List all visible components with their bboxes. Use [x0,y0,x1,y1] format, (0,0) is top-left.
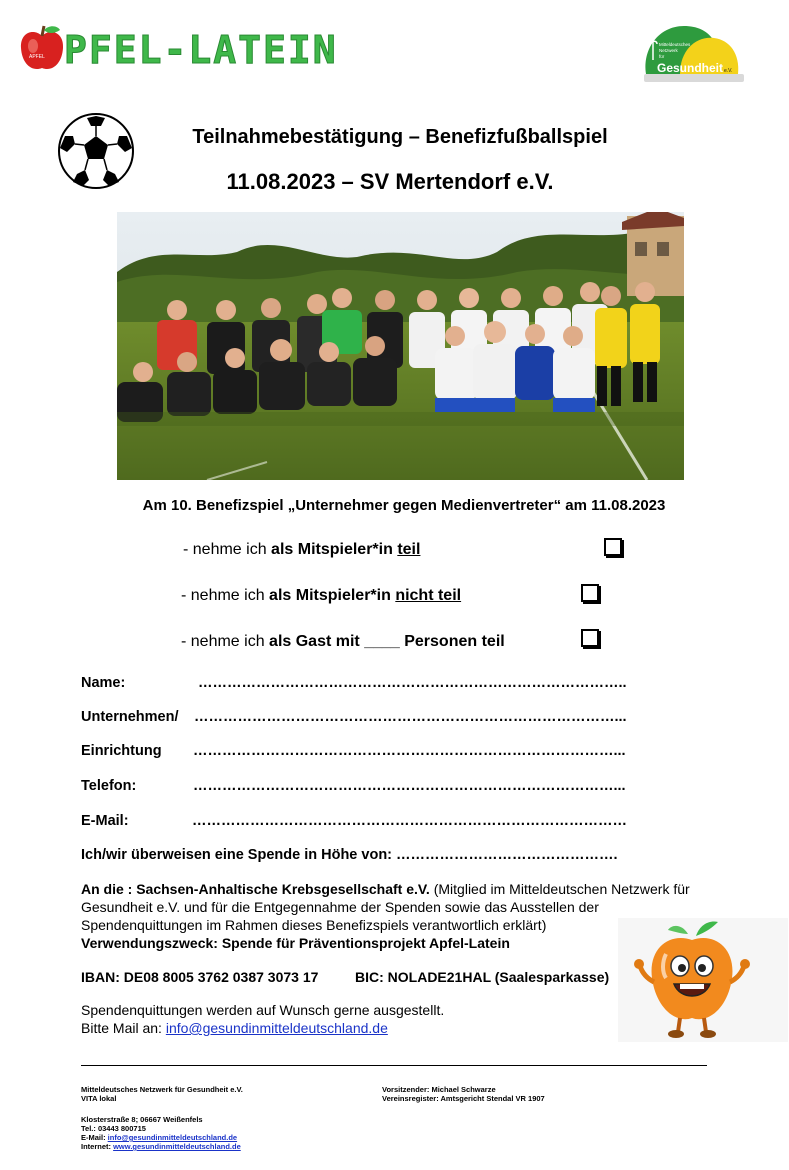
checkbox-not-participate-player[interactable] [581,584,599,602]
option-2-prefix: - nehme ich [181,587,270,604]
donation-label [81,847,618,863]
iban-text: IBAN: DE08 8005 3762 0387 3073 17 [81,969,319,985]
phone-label: Telefon: [81,778,137,794]
logo-line-3: für [659,54,665,59]
recipient-line-3: Spendenquittungen im Rahmen dieses Benefizspiels verantwortlich erklärt) [81,917,547,933]
receipt-line-2-prefix: Bitte Mail an: [81,1020,166,1036]
email-label: E-Mail: [81,813,129,829]
name-input-line[interactable]: …………………………………………………………………………….. [198,675,627,691]
netzwerk-logo-graphic [640,20,748,84]
footer-email-row [81,1133,241,1142]
footer-contact [81,1115,241,1151]
receipt-line-1: Spendenquittungen werden auf Wunsch gerne ausgestellt. [81,1002,445,1018]
page-subtitle: 11.08.2023 – SV Mertendorf e.V. [226,169,554,194]
footer-org [81,1085,243,1103]
institution-input-line[interactable]: ……………………………………………………………………………... [193,743,626,759]
netzwerk-gesundheit-logo [640,20,748,84]
name-label: Name: [81,675,126,691]
footer-register-text: Vereinsregister: Amtsgericht Stendal VR 1907 [382,1094,545,1103]
company-label: Unternehmen/ [81,709,179,725]
logo-ev: e.V. [724,68,733,74]
bic-text: BIC: NOLADE21HAL (Saalesparkasse) [355,969,610,985]
logo-wordmark: PFEL-LATEIN [64,28,338,72]
footer-divider [81,1065,707,1066]
footer-email-label: E-Mail: [81,1133,108,1142]
apfel-latein-logo [12,14,362,78]
footer-web-link[interactable]: www.gesundinmitteldeutschland.de [113,1142,241,1151]
logo-line-1: Mitteldeutsches [659,42,691,47]
svg-text:APFEL: APFEL [29,54,45,60]
checkbox-participate-player[interactable] [604,538,622,556]
option-3-prefix: - nehme ich [181,633,270,650]
recipient-rest: (Mitglied im Mitteldeutschen Netzwerk für [429,881,690,897]
footer-email-link[interactable]: info@gesundinmitteldeutschland.de [107,1133,238,1142]
intro-text: Am 10. Benefizspiel „Unternehmer gegen Medienvertreter“ am 11.08.2023 [142,497,666,514]
option-3-bold: als Gast mit ____ Personen teil [269,633,505,650]
recipient-name: An die : Sachsen-Anhaltische Krebsgesellschaft e.V. [81,881,430,897]
receipt-email-link[interactable]: info@gesundinmitteldeutschland.de [165,1020,388,1036]
checkbox-participate-guest[interactable] [581,629,599,647]
page-title: Teilnahmebestätigung – Benefizfußballspiel [192,126,608,148]
option-1-bold: als Mitspieler*in [271,541,398,558]
option-1-prefix: - nehme ich [183,541,272,558]
option-1-underlined: teil [397,541,421,558]
team-photo [117,212,684,480]
institution-label: Einrichtung [81,743,162,759]
footer-address: Klosterstraße 8; 06667 Weißenfels [81,1115,203,1124]
donation-label-text: Ich/wir überweisen eine Spende in Höhe von: [81,847,393,863]
donation-amount-line[interactable]: ………………………………………. [396,847,618,863]
footer-org-sub: VITA lokal [81,1094,117,1103]
option-not-participate-player [181,587,461,605]
footer-register [382,1085,545,1103]
option-participate-player [183,541,420,559]
option-participate-guest [181,633,505,651]
footer-web-label: Internet: [81,1142,114,1151]
recipient-line-2: Gesundheit e.V. und für die Entgegennahme der Spenden sowie das Ausstellen der [81,899,599,915]
logo-line-4: Gesundheit [657,61,724,75]
purpose-text: Verwendungszweck: Spende für Präventionsprojekt Apfel-Latein [81,935,510,951]
phone-input-line[interactable]: ……………………………………………………………………………... [193,778,626,794]
option-2-underlined: nicht teil [395,587,462,604]
option-2-bold: als Mitspieler*in [269,587,396,604]
red-apple-icon [16,24,68,74]
apple-mascot-icon [618,918,788,1042]
logo-line-2: Netzwerk [659,48,678,53]
footer-web-row [81,1142,241,1151]
footer-org-name: Mitteldeutsches Netzwerk für Gesundheit e.V. [81,1085,243,1094]
email-input-line[interactable]: ……………………………………………………………………………… [192,813,627,829]
footer-chair: Vorsitzender: Michael Schwarze [382,1085,496,1094]
company-input-line[interactable]: ……………………………………………………………………………... [194,709,627,725]
footer-phone: Tel.: 03443 800715 [81,1124,146,1133]
